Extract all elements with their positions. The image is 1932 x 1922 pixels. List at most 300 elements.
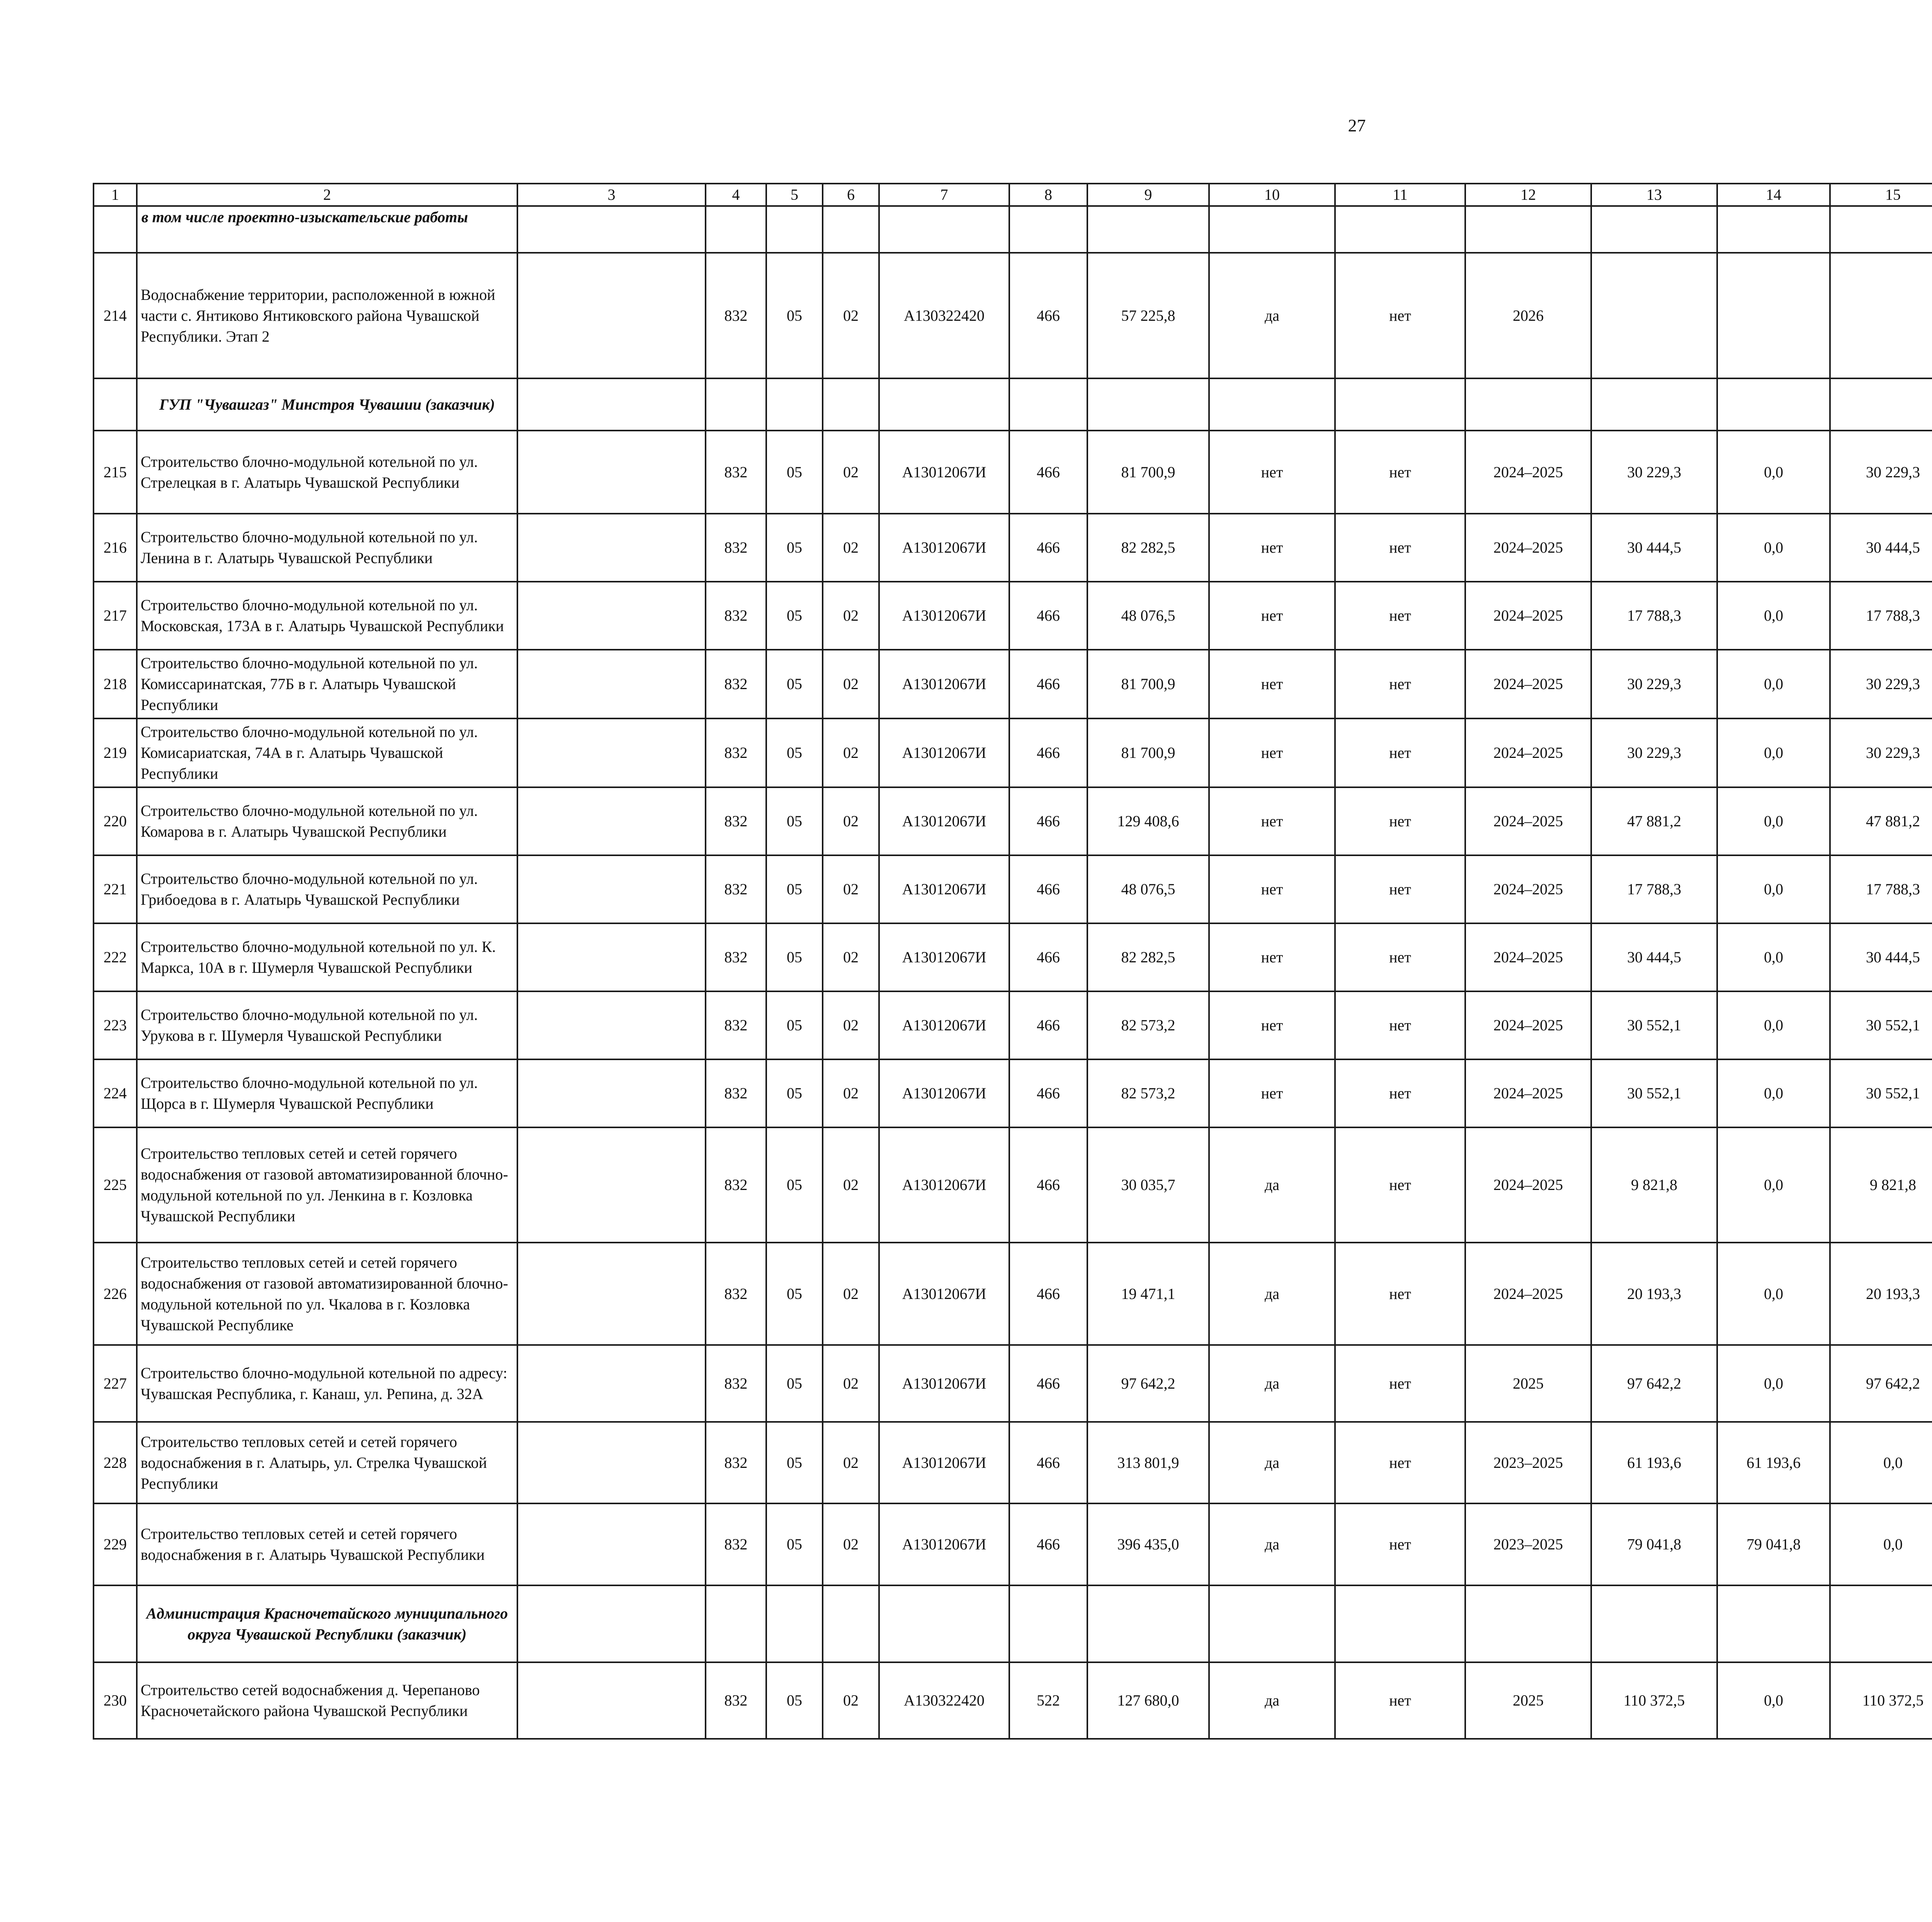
row-number: 222 [94, 923, 137, 991]
value-cell: 05 [766, 253, 823, 378]
value-cell: 466 [1009, 718, 1087, 787]
empty-cell [1009, 378, 1087, 431]
empty-cell [517, 718, 706, 787]
value-cell: 0,0 [1717, 582, 1830, 650]
value-cell: 110 372,5 [1830, 1662, 1932, 1739]
value-cell: 05 [766, 923, 823, 991]
row-number: 227 [94, 1345, 137, 1422]
row-number: 214 [94, 253, 137, 378]
value-cell: 82 573,2 [1087, 1059, 1209, 1127]
value-cell: 0,0 [1717, 991, 1830, 1059]
header-cell: 6 [823, 184, 879, 206]
value-cell [1591, 253, 1717, 378]
value-cell: 19 471,1 [1087, 1243, 1209, 1345]
value-cell: 05 [766, 991, 823, 1059]
empty-cell [517, 787, 706, 855]
empty-cell [1591, 206, 1717, 253]
value-cell: 05 [766, 582, 823, 650]
value-cell: 48 076,5 [1087, 582, 1209, 650]
value-cell: нет [1209, 650, 1335, 718]
value-cell: 0,0 [1717, 1345, 1830, 1422]
value-cell: 466 [1009, 1422, 1087, 1503]
row-number [94, 1585, 137, 1662]
value-cell: 47 881,2 [1830, 787, 1932, 855]
row-number: 225 [94, 1127, 137, 1243]
empty-cell [1009, 1585, 1087, 1662]
value-cell: 05 [766, 718, 823, 787]
empty-cell [879, 206, 1009, 253]
value-cell: 17 788,3 [1591, 855, 1717, 923]
value-cell: 2024–2025 [1465, 1127, 1591, 1243]
row-number: 216 [94, 514, 137, 582]
value-cell: 30 035,7 [1087, 1127, 1209, 1243]
value-cell: нет [1209, 787, 1335, 855]
empty-cell [766, 378, 823, 431]
empty-cell [823, 378, 879, 431]
value-cell: 02 [823, 1662, 879, 1739]
value-cell: А13012067И [879, 1059, 1009, 1127]
value-cell: 832 [706, 855, 766, 923]
header-cell: 3 [517, 184, 706, 206]
value-cell: 57 225,8 [1087, 253, 1209, 378]
table-row [94, 431, 1932, 514]
empty-cell [1335, 206, 1465, 253]
value-cell: 832 [706, 923, 766, 991]
table-row [94, 855, 1932, 923]
empty-cell [766, 206, 823, 253]
row-number: 218 [94, 650, 137, 718]
value-cell: 05 [766, 1503, 823, 1585]
value-cell: нет [1209, 923, 1335, 991]
value-cell: 2024–2025 [1465, 787, 1591, 855]
empty-cell [1209, 1585, 1335, 1662]
object-name: Строительство блочно-модульной котельной по ул. Щорса в г. Шумерля Чувашской Республики [137, 1059, 517, 1127]
empty-cell [1209, 206, 1335, 253]
row-number: 230 [94, 1662, 137, 1739]
table-row [94, 253, 1932, 378]
value-cell: 0,0 [1830, 1503, 1932, 1585]
empty-cell [517, 514, 706, 582]
row-number: 223 [94, 991, 137, 1059]
header-cell: 8 [1009, 184, 1087, 206]
value-cell: нет [1209, 855, 1335, 923]
value-cell: нет [1335, 514, 1465, 582]
empty-cell [1830, 378, 1932, 431]
value-cell: 2025 [1465, 1345, 1591, 1422]
value-cell: 2024–2025 [1465, 431, 1591, 514]
value-cell: 97 642,2 [1830, 1345, 1932, 1422]
value-cell: 832 [706, 787, 766, 855]
object-name: Строительство блочно-модульной котельной по ул. Комиссаринатская, 77Б в г. Алатырь Чувашской Республики [137, 650, 517, 718]
object-name: Строительство блочно-модульной котельной по ул. Комисариатская, 74А в г. Алатырь Чувашской Республики [137, 718, 517, 787]
value-cell: 832 [706, 1243, 766, 1345]
empty-cell [879, 378, 1009, 431]
value-cell: 2024–2025 [1465, 1243, 1591, 1345]
value-cell: 0,0 [1717, 650, 1830, 718]
table-row [94, 1345, 1932, 1422]
value-cell: нет [1335, 1422, 1465, 1503]
sub-row-label: в том числе проектно-изыскательские работы [137, 206, 517, 253]
value-cell: 522 [1009, 1662, 1087, 1739]
value-cell: 832 [706, 991, 766, 1059]
object-name: Строительство тепловых сетей и сетей горячего водоснабжения в г. Алатырь, ул. Стрелка Чувашской Республики [137, 1422, 517, 1503]
value-cell: 02 [823, 1243, 879, 1345]
empty-cell [879, 1585, 1009, 1662]
empty-cell [1087, 206, 1209, 253]
value-cell: А130322420 [879, 253, 1009, 378]
value-cell: 2024–2025 [1465, 855, 1591, 923]
table-row [94, 1243, 1932, 1345]
empty-cell [517, 923, 706, 991]
empty-cell [1591, 1585, 1717, 1662]
section-title: ГУП "Чувашгаз" Минстроя Чувашии (заказчик) [137, 378, 517, 431]
empty-cell [517, 650, 706, 718]
empty-cell [1830, 206, 1932, 253]
value-cell: 832 [706, 1422, 766, 1503]
empty-cell [1087, 1585, 1209, 1662]
value-cell: 2023–2025 [1465, 1503, 1591, 1585]
value-cell: 30 229,3 [1591, 718, 1717, 787]
value-cell: 832 [706, 1345, 766, 1422]
empty-cell [517, 1243, 706, 1345]
value-cell: 30 552,1 [1830, 991, 1932, 1059]
value-cell: 832 [706, 431, 766, 514]
value-cell: 17 788,3 [1591, 582, 1717, 650]
value-cell: нет [1335, 1503, 1465, 1585]
value-cell: 05 [766, 1662, 823, 1739]
value-cell: 05 [766, 855, 823, 923]
value-cell: 47 881,2 [1591, 787, 1717, 855]
value-cell: 02 [823, 582, 879, 650]
value-cell: нет [1335, 787, 1465, 855]
empty-cell [1209, 378, 1335, 431]
value-cell: 0,0 [1717, 718, 1830, 787]
value-cell: 0,0 [1717, 855, 1830, 923]
section-row [94, 1585, 1932, 1662]
empty-cell [517, 1345, 706, 1422]
value-cell: нет [1209, 582, 1335, 650]
empty-cell [517, 1585, 706, 1662]
value-cell: 832 [706, 718, 766, 787]
value-cell: 832 [706, 1503, 766, 1585]
row-number [94, 378, 137, 431]
value-cell: 2024–2025 [1465, 923, 1591, 991]
empty-cell [706, 206, 766, 253]
value-cell: 466 [1009, 514, 1087, 582]
value-cell: 02 [823, 650, 879, 718]
value-cell: 05 [766, 1345, 823, 1422]
value-cell: 0,0 [1717, 1127, 1830, 1243]
empty-cell [1465, 1585, 1591, 1662]
value-cell: А13012067И [879, 514, 1009, 582]
empty-cell [1591, 378, 1717, 431]
value-cell: нет [1335, 1662, 1465, 1739]
value-cell: 9 821,8 [1830, 1127, 1932, 1243]
value-cell: 466 [1009, 582, 1087, 650]
value-cell: 02 [823, 718, 879, 787]
empty-cell [517, 378, 706, 431]
object-name: Строительство блочно-модульной котельной по ул. Московская, 173А в г. Алатырь Чувашской Республики [137, 582, 517, 650]
value-cell: 02 [823, 253, 879, 378]
header-cell: 10 [1209, 184, 1335, 206]
value-cell: 30 444,5 [1830, 923, 1932, 991]
row-number: 224 [94, 1059, 137, 1127]
empty-cell [517, 991, 706, 1059]
value-cell: 30 552,1 [1830, 1059, 1932, 1127]
table-row [94, 650, 1932, 718]
empty-cell [706, 378, 766, 431]
value-cell: нет [1335, 431, 1465, 514]
table-row [94, 1059, 1932, 1127]
empty-cell [1335, 378, 1465, 431]
value-cell: 97 642,2 [1591, 1345, 1717, 1422]
object-name: Строительство блочно-модульной котельной по адресу: Чувашская Республика, г. Канаш, ул. Репина, д. 32А [137, 1345, 517, 1422]
value-cell: А13012067И [879, 855, 1009, 923]
data-table [93, 183, 1932, 1740]
empty-cell [1717, 1585, 1830, 1662]
object-name: Строительство сетей водоснабжения д. Черепаново Красночетайского района Чувашской Республики [137, 1662, 517, 1739]
value-cell: нет [1209, 1059, 1335, 1127]
value-cell: 2024–2025 [1465, 650, 1591, 718]
value-cell: 832 [706, 582, 766, 650]
value-cell: 02 [823, 923, 879, 991]
value-cell: 02 [823, 1503, 879, 1585]
object-name: Строительство блочно-модульной котельной по ул. Грибоедова в г. Алатырь Чувашской Республики [137, 855, 517, 923]
header-cell: 7 [879, 184, 1009, 206]
value-cell: 2026 [1465, 253, 1591, 378]
empty-cell [517, 1503, 706, 1585]
object-name: Строительство тепловых сетей и сетей горячего водоснабжения в г. Алатырь Чувашской Республики [137, 1503, 517, 1585]
value-cell: 832 [706, 1059, 766, 1127]
value-cell: 832 [706, 650, 766, 718]
value-cell: 02 [823, 1422, 879, 1503]
value-cell: нет [1335, 1243, 1465, 1345]
value-cell: 79 041,8 [1717, 1503, 1830, 1585]
value-cell: 466 [1009, 1059, 1087, 1127]
value-cell: 02 [823, 514, 879, 582]
table-row [94, 1503, 1932, 1585]
value-cell: 82 282,5 [1087, 923, 1209, 991]
table-row [94, 1127, 1932, 1243]
value-cell: 2024–2025 [1465, 991, 1591, 1059]
value-cell: 0,0 [1717, 1662, 1830, 1739]
empty-cell [1335, 1585, 1465, 1662]
table-row [94, 1662, 1932, 1739]
value-cell: нет [1335, 650, 1465, 718]
empty-cell [766, 1585, 823, 1662]
value-cell: 2025 [1465, 1662, 1591, 1739]
value-cell: 832 [706, 1662, 766, 1739]
empty-cell [517, 253, 706, 378]
value-cell: 81 700,9 [1087, 431, 1209, 514]
value-cell: нет [1335, 855, 1465, 923]
table-row [94, 787, 1932, 855]
table-row [94, 1422, 1932, 1503]
value-cell: 20 193,3 [1830, 1243, 1932, 1345]
object-name: Строительство блочно-модульной котельной по ул. Ленина в г. Алатырь Чувашской Республики [137, 514, 517, 582]
value-cell: 0,0 [1717, 1059, 1830, 1127]
empty-cell [1830, 1585, 1932, 1662]
value-cell: 30 229,3 [1830, 650, 1932, 718]
value-cell: А13012067И [879, 923, 1009, 991]
value-cell: нет [1335, 1345, 1465, 1422]
value-cell: да [1209, 1243, 1335, 1345]
empty-cell [517, 1059, 706, 1127]
value-cell: нет [1335, 1127, 1465, 1243]
value-cell: 05 [766, 650, 823, 718]
value-cell: да [1209, 1345, 1335, 1422]
value-cell: 05 [766, 1127, 823, 1243]
value-cell: 17 788,3 [1830, 855, 1932, 923]
value-cell: 30 229,3 [1591, 650, 1717, 718]
value-cell: 2023–2025 [1465, 1422, 1591, 1503]
value-cell: 466 [1009, 1243, 1087, 1345]
object-name: Строительство тепловых сетей и сетей горячего водоснабжения от газовой автоматизированной блочно-модульной котельной по ул. Ленкина в г. Козловка Чувашской Республики [137, 1127, 517, 1243]
value-cell: 127 680,0 [1087, 1662, 1209, 1739]
value-cell: 61 193,6 [1717, 1422, 1830, 1503]
value-cell: 2024–2025 [1465, 582, 1591, 650]
value-cell [1717, 253, 1830, 378]
value-cell: нет [1335, 582, 1465, 650]
value-cell: нет [1209, 431, 1335, 514]
value-cell: нет [1209, 991, 1335, 1059]
empty-cell [1009, 206, 1087, 253]
object-name: Строительство тепловых сетей и сетей горячего водоснабжения от газовой автоматизированной блочно-модульной котельной по ул. Чкалова в г. Козловка Чувашской Республике [137, 1243, 517, 1345]
value-cell: 02 [823, 855, 879, 923]
value-cell: 05 [766, 787, 823, 855]
value-cell: да [1209, 1422, 1335, 1503]
value-cell: 466 [1009, 1127, 1087, 1243]
value-cell: нет [1335, 253, 1465, 378]
value-cell: 05 [766, 1422, 823, 1503]
value-cell: 30 229,3 [1830, 718, 1932, 787]
section-row [94, 378, 1932, 431]
value-cell: 832 [706, 1127, 766, 1243]
value-cell: 2024–2025 [1465, 718, 1591, 787]
row-number: 219 [94, 718, 137, 787]
table-row [94, 582, 1932, 650]
empty-cell [1717, 206, 1830, 253]
header-cell: 11 [1335, 184, 1465, 206]
page-number: 27 [1348, 116, 1366, 135]
table-row [94, 718, 1932, 787]
value-cell: 2024–2025 [1465, 1059, 1591, 1127]
value-cell: 110 372,5 [1591, 1662, 1717, 1739]
value-cell: 466 [1009, 923, 1087, 991]
value-cell [1830, 253, 1932, 378]
header-cell: 12 [1465, 184, 1591, 206]
value-cell: 0,0 [1717, 923, 1830, 991]
value-cell: 82 573,2 [1087, 991, 1209, 1059]
value-cell: 466 [1009, 253, 1087, 378]
value-cell: 396 435,0 [1087, 1503, 1209, 1585]
value-cell: А13012067И [879, 650, 1009, 718]
empty-cell [823, 1585, 879, 1662]
empty-cell [1087, 378, 1209, 431]
value-cell: 0,0 [1717, 431, 1830, 514]
table-row [94, 514, 1932, 582]
value-cell: 05 [766, 514, 823, 582]
value-cell: А13012067И [879, 1127, 1009, 1243]
value-cell: А13012067И [879, 582, 1009, 650]
value-cell: нет [1209, 718, 1335, 787]
value-cell: 05 [766, 1243, 823, 1345]
header-cell: 5 [766, 184, 823, 206]
value-cell: 61 193,6 [1591, 1422, 1717, 1503]
value-cell: да [1209, 253, 1335, 378]
value-cell: 129 408,6 [1087, 787, 1209, 855]
row-number: 220 [94, 787, 137, 855]
object-name: Строительство блочно-модульной котельной по ул. К. Маркса, 10А в г. Шумерля Чувашской Республики [137, 923, 517, 991]
value-cell: 466 [1009, 431, 1087, 514]
value-cell: 79 041,8 [1591, 1503, 1717, 1585]
value-cell: нет [1209, 514, 1335, 582]
object-name: Строительство блочно-модульной котельной по ул. Урукова в г. Шумерля Чувашской Республики [137, 991, 517, 1059]
empty-cell [517, 855, 706, 923]
value-cell: А13012067И [879, 1422, 1009, 1503]
empty-cell [517, 582, 706, 650]
value-cell: 82 282,5 [1087, 514, 1209, 582]
object-name: Строительство блочно-модульной котельной по ул. Комарова в г. Алатырь Чувашской Республики [137, 787, 517, 855]
value-cell: 02 [823, 787, 879, 855]
value-cell: А13012067И [879, 1243, 1009, 1345]
value-cell: 30 444,5 [1830, 514, 1932, 582]
value-cell: 832 [706, 514, 766, 582]
row-number: 221 [94, 855, 137, 923]
empty-cell [517, 431, 706, 514]
value-cell: 02 [823, 1345, 879, 1422]
value-cell: А13012067И [879, 787, 1009, 855]
value-cell: 9 821,8 [1591, 1127, 1717, 1243]
value-cell: 466 [1009, 650, 1087, 718]
value-cell: А13012067И [879, 991, 1009, 1059]
value-cell: 30 444,5 [1591, 514, 1717, 582]
value-cell: 81 700,9 [1087, 650, 1209, 718]
value-cell: 02 [823, 991, 879, 1059]
empty-cell [517, 1127, 706, 1243]
header-row [94, 184, 1932, 206]
header-cell: 15 [1830, 184, 1932, 206]
object-name: Водоснабжение территории, расположенной в южной части с. Янтиково Янтиковского района Чувашской Республики. Этап 2 [137, 253, 517, 378]
value-cell: 30 229,3 [1591, 431, 1717, 514]
value-cell: 466 [1009, 855, 1087, 923]
sub-row [94, 206, 1932, 253]
header-cell: 13 [1591, 184, 1717, 206]
row-number: 217 [94, 582, 137, 650]
value-cell: 97 642,2 [1087, 1345, 1209, 1422]
value-cell: 466 [1009, 1345, 1087, 1422]
header-cell: 4 [706, 184, 766, 206]
row-number: 215 [94, 431, 137, 514]
value-cell: А13012067И [879, 1503, 1009, 1585]
value-cell: А13012067И [879, 718, 1009, 787]
value-cell: да [1209, 1503, 1335, 1585]
empty-cell [1465, 206, 1591, 253]
value-cell: 466 [1009, 991, 1087, 1059]
value-cell: 30 552,1 [1591, 991, 1717, 1059]
empty-cell [706, 1585, 766, 1662]
row-number [94, 206, 137, 253]
header-cell: 2 [137, 184, 517, 206]
value-cell: 30 444,5 [1591, 923, 1717, 991]
value-cell: нет [1335, 1059, 1465, 1127]
value-cell: 0,0 [1830, 1422, 1932, 1503]
row-number: 226 [94, 1243, 137, 1345]
value-cell: 0,0 [1717, 787, 1830, 855]
header-cell: 14 [1717, 184, 1830, 206]
empty-cell [1717, 378, 1830, 431]
value-cell: 81 700,9 [1087, 718, 1209, 787]
